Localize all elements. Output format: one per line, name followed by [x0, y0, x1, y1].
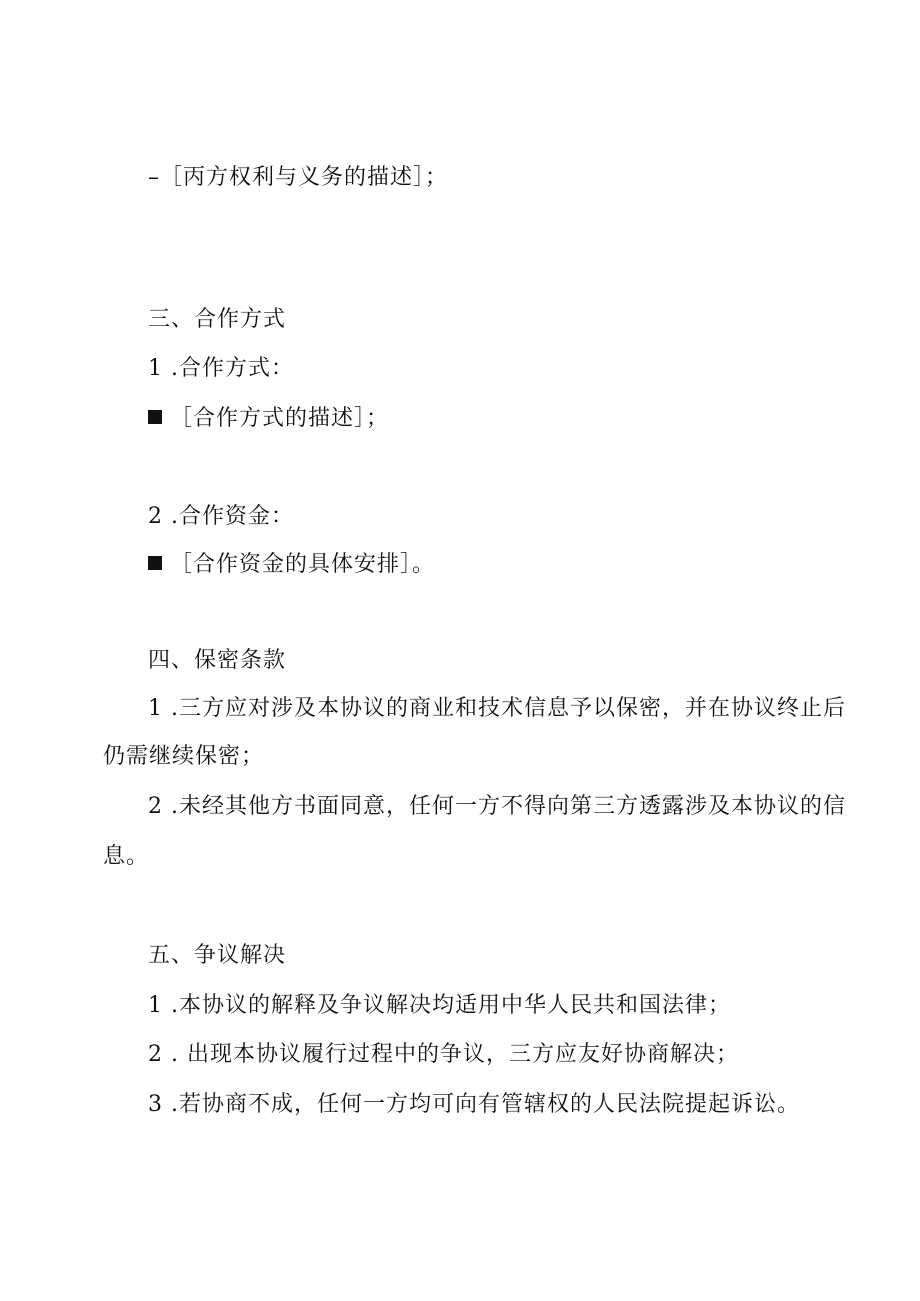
- section-3-item-2-label: 2 .合作资金：: [148, 504, 294, 529]
- section-3-item-2-detail: [148, 550, 435, 580]
- section-3-heading: 三、合作方式: [148, 307, 287, 332]
- section-3-item-2-detail-text: ［合作资金的具体安排］。: [170, 552, 436, 577]
- section-4-item-2-line-2: 息。: [103, 844, 150, 869]
- party-c-rights-line: –［丙方权利与义务的描述］；: [148, 165, 449, 190]
- section-5-item-3: 3 .若协商不成，任何一方均可向有管辖权的人民法院提起诉讼。: [148, 1092, 800, 1117]
- section-5-item-2: 2 . 出现本协议履行过程中的争议，三方应友好协商解决；: [148, 1042, 739, 1067]
- section-4-item-2-line-1: 2 .未经其他方书面同意，任何一方不得向第三方透露涉及本协议的信: [148, 794, 846, 819]
- section-5-item-1: 1 .本协议的解释及争议解决均适用中华人民共和国法律；: [148, 993, 731, 1018]
- section-3-item-1-detail-text: ［合作方式的描述］；: [170, 406, 390, 431]
- section-4-item-1-line-2: 仍需继续保密；: [103, 744, 265, 769]
- section-3-item-1-label: 1 .合作方式：: [148, 356, 294, 381]
- square-bullet-icon: [148, 556, 162, 570]
- section-3-item-1-detail: [148, 404, 389, 434]
- section-4-heading: 四、保密条款: [148, 648, 287, 673]
- section-4-item-1-line-1: 1 .三方应对涉及本协议的商业和技术信息予以保密，并在协议终止后: [148, 696, 846, 721]
- section-5-heading: 五、争议解决: [148, 943, 287, 968]
- square-bullet-icon: [148, 410, 162, 424]
